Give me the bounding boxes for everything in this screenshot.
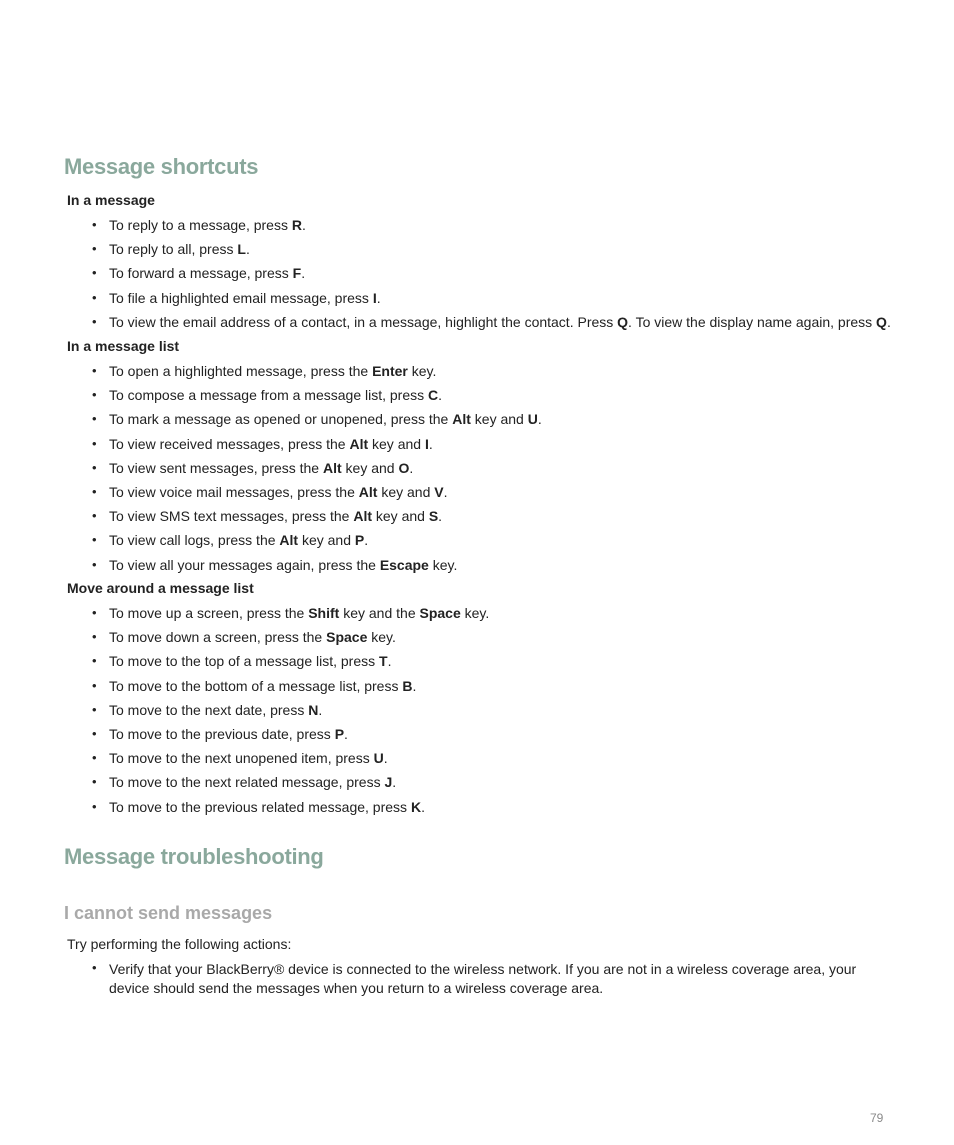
item-text: To reply to all, press xyxy=(109,241,238,258)
troubleshooting-intro: Try performing the following actions: xyxy=(67,936,292,952)
item-text: To file a highlighted email message, press xyxy=(109,289,373,306)
item-text: To reply to a message, press xyxy=(109,217,292,233)
key-name: U xyxy=(373,750,384,767)
key-name: P xyxy=(354,532,365,549)
shortcut-item xyxy=(0,770,954,794)
shortcut-item xyxy=(0,213,954,237)
bullet: • xyxy=(92,629,97,645)
bullet: • xyxy=(92,774,97,790)
key-name: R xyxy=(291,217,302,233)
bullet: • xyxy=(92,387,97,403)
item-text: . xyxy=(392,774,397,791)
item-text: key and the xyxy=(339,605,420,621)
item-text: To view all your messages again, press the xyxy=(109,556,380,573)
key-name: Alt xyxy=(358,483,378,500)
item-text: To move down a screen, press the xyxy=(109,629,327,646)
section-title-shortcuts: Message shortcuts xyxy=(64,154,259,179)
bullet: • xyxy=(92,508,97,524)
item-text: To open a highlighted message, press the xyxy=(109,363,373,379)
item-text: To mark a message as opened or unopened, press the xyxy=(109,411,453,428)
item-text: . xyxy=(302,217,306,233)
section-title-troubleshooting: Message troubleshooting xyxy=(64,844,324,869)
shortcut-item xyxy=(0,237,954,261)
item-text: To view the email address of a contact, in a message, highlight the contact. Press xyxy=(109,313,618,330)
shortcut-item xyxy=(0,504,954,528)
key-name: L xyxy=(237,241,246,258)
item-text: . xyxy=(364,532,369,549)
key-name: V xyxy=(434,483,444,500)
bullet: • xyxy=(92,653,97,669)
group-heading-in-message: In a message xyxy=(67,192,155,208)
item-text: To view sent messages, press the xyxy=(109,459,323,476)
shortcut-item xyxy=(0,310,954,334)
bullet: • xyxy=(92,605,97,620)
item-text: key and xyxy=(298,532,355,549)
bullet: • xyxy=(92,701,97,717)
bullet: • xyxy=(92,289,97,305)
item-text: . xyxy=(886,313,891,330)
item-text: key and xyxy=(368,435,425,452)
key-name: O xyxy=(398,459,410,476)
item-text: . xyxy=(301,265,306,282)
shortcut-item xyxy=(0,359,954,383)
item-text: To view call logs, press the xyxy=(109,532,280,549)
key-name: Escape xyxy=(379,556,429,573)
shortcut-item xyxy=(0,698,954,722)
bullet: • xyxy=(92,411,97,427)
shortcut-item xyxy=(0,795,954,819)
key-name: T xyxy=(379,653,388,670)
bullet: • xyxy=(92,677,97,693)
item-text: . xyxy=(245,241,250,258)
item-text: To move to the bottom of a message list, press xyxy=(109,677,403,694)
bullet: • xyxy=(92,265,97,281)
shortcut-item xyxy=(0,286,954,310)
item-text: . xyxy=(438,508,443,525)
item-text: . xyxy=(443,483,448,500)
item-text: . xyxy=(344,725,348,742)
bullet: • xyxy=(92,798,97,814)
key-name: Space xyxy=(326,629,368,646)
bullet: • xyxy=(92,241,97,257)
shortcut-item xyxy=(0,674,954,698)
key-name: Enter xyxy=(372,363,408,379)
shortcut-item xyxy=(0,432,954,456)
item-text: . xyxy=(421,798,425,815)
key-name: S xyxy=(428,508,439,525)
item-text: To view received messages, press the xyxy=(109,435,350,452)
item-text: To forward a message, press xyxy=(109,265,293,282)
key-name: Alt xyxy=(349,435,369,452)
bullet: • xyxy=(92,750,97,766)
key-name: F xyxy=(292,265,302,282)
shortcut-item xyxy=(0,553,954,577)
shortcut-item xyxy=(0,601,954,625)
item-text: . xyxy=(537,411,542,428)
item-text: . xyxy=(376,289,381,306)
shortcut-item xyxy=(0,383,954,407)
shortcut-item xyxy=(0,480,954,504)
item-text: . xyxy=(412,677,417,694)
item-text: . To view the display name again, press xyxy=(628,313,877,330)
key-name: Alt xyxy=(452,411,471,428)
key-name: Q xyxy=(617,313,629,330)
key-name: U xyxy=(527,411,538,428)
bullet: • xyxy=(92,960,97,975)
item-text: To move to the previous date, press xyxy=(109,725,335,742)
bullet: • xyxy=(92,313,97,329)
item-text: . xyxy=(409,459,414,476)
shortcut-item xyxy=(0,407,954,431)
item-text: To move to the next unopened item, press xyxy=(109,750,374,767)
item-text: To move to the previous related message, press xyxy=(109,798,411,815)
bullet: • xyxy=(92,725,97,741)
key-name: Q xyxy=(876,313,887,330)
page-number: 79 xyxy=(870,1111,884,1125)
key-name: C xyxy=(428,387,439,404)
item-text: . xyxy=(318,701,323,718)
bullet: • xyxy=(92,532,97,548)
bullet: • xyxy=(92,556,97,572)
item-text: To move to the top of a message list, press xyxy=(109,653,380,670)
item-text: To view voice mail messages, press the xyxy=(109,483,359,500)
bullet: • xyxy=(92,435,97,451)
shortcut-list-message-list xyxy=(0,359,954,577)
shortcut-item xyxy=(0,722,954,746)
shortcut-item xyxy=(0,528,954,552)
shortcut-item xyxy=(0,456,954,480)
item-text: . xyxy=(428,435,433,452)
item-text: To move to the next date, press xyxy=(109,701,309,718)
key-name: K xyxy=(410,798,422,815)
key-name: Shift xyxy=(308,605,340,621)
key-name: Alt xyxy=(353,508,372,525)
shortcut-list-in-message xyxy=(0,213,954,334)
item-text: key and xyxy=(341,459,399,476)
item-text: To move up a screen, press the xyxy=(109,605,309,621)
shortcut-list-move-around xyxy=(0,601,954,819)
bullet: • xyxy=(92,363,97,378)
key-name: I xyxy=(424,435,429,452)
item-text: key. xyxy=(460,605,490,621)
item-text: . xyxy=(438,387,443,404)
key-name: Alt xyxy=(323,459,342,476)
shortcut-item xyxy=(0,649,954,673)
shortcut-item xyxy=(0,261,954,285)
group-heading-move-around: Move around a message list xyxy=(67,580,254,596)
item-text: key. xyxy=(407,363,437,379)
shortcut-item xyxy=(0,746,954,770)
item-text: To view SMS text messages, press the xyxy=(109,508,354,525)
item-text: To compose a message from a message list, press xyxy=(109,387,429,404)
troubleshooting-item: Verify that your BlackBerry® device is connected to the wireless network. If you are not in a wireless coverage area, your device should send the messages when you return to a wireless coverage area. xyxy=(109,961,857,996)
key-name: Space xyxy=(419,605,461,621)
item-text: To move to the next related message, press xyxy=(109,774,385,791)
group-heading-message-list: In a message list xyxy=(67,338,180,354)
item-text: key. xyxy=(367,629,396,646)
item-text: . xyxy=(387,653,392,670)
item-text: key and xyxy=(372,508,429,525)
key-name: I xyxy=(372,289,377,306)
key-name: J xyxy=(384,774,393,791)
bullet: • xyxy=(92,483,97,499)
item-text: key and xyxy=(470,411,528,428)
bullet: • xyxy=(92,217,97,232)
key-name: N xyxy=(308,701,319,718)
subsection-title-cannot-send: I cannot send messages xyxy=(64,903,273,923)
bullet: • xyxy=(92,459,97,475)
key-name: P xyxy=(334,725,345,742)
item-text: . xyxy=(383,750,388,767)
key-name: B xyxy=(402,677,413,694)
item-text: key and xyxy=(377,483,435,500)
item-text: key. xyxy=(428,556,458,573)
key-name: Alt xyxy=(279,532,299,549)
shortcut-item xyxy=(0,625,954,649)
